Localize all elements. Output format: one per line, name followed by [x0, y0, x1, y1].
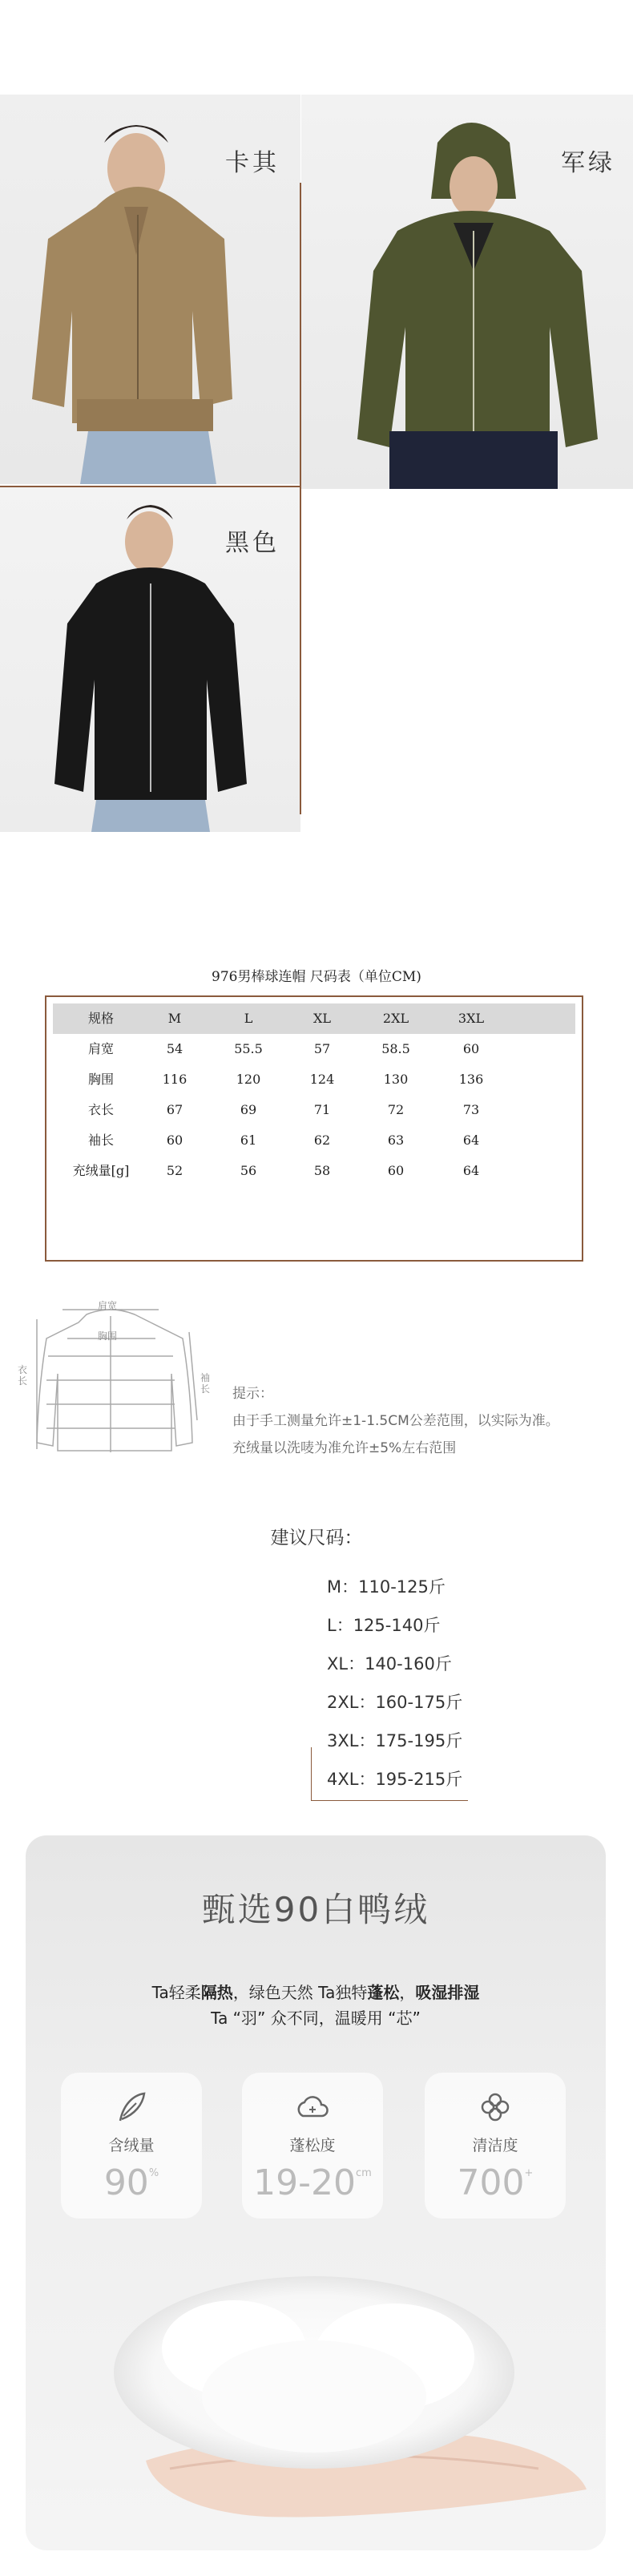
suggestion-item: M：110-125斤 [327, 1577, 446, 1597]
down-highlight-insulation: 隔热 [200, 1983, 233, 2002]
table-cell: 54 [166, 1041, 183, 1056]
feather-icon [112, 2089, 151, 2127]
cloud-icon [293, 2089, 332, 2127]
suggestion-bracket-horizontal [311, 1800, 468, 1801]
down-highlight-fluffy: 蓬松 [367, 1983, 400, 2002]
table-row [53, 1156, 575, 1186]
diagram-label-shoulder: 肩宽 [98, 1300, 118, 1311]
table-header-cell: XL [312, 1011, 331, 1026]
stat-label: 清洁度 [472, 2137, 518, 2154]
stat-unit: cm [356, 2167, 372, 2179]
color-label-black: 黑色 [225, 529, 280, 557]
stat-value [61, 2162, 202, 2203]
table-cell: 衣长 [87, 1102, 114, 1117]
note-title: 提示： [232, 1386, 273, 1402]
model-khaki-photo [0, 95, 300, 484]
table-cell: 52 [166, 1163, 183, 1178]
table-cell: 胸围 [87, 1072, 114, 1087]
table-cell: 69 [240, 1102, 257, 1117]
table-cell: 120 [236, 1072, 261, 1087]
stat-down-content [61, 2073, 202, 2219]
stat-label: 含绒量 [108, 2137, 155, 2154]
clover-icon [476, 2089, 514, 2127]
divider-line-1 [300, 183, 301, 486]
table-header-cell: M [167, 1011, 182, 1026]
color-label-khaki: 卡其 [225, 149, 280, 177]
table-cell: 136 [458, 1072, 484, 1087]
table-row [53, 1064, 575, 1095]
table-cell: 71 [313, 1102, 331, 1117]
stat-value [425, 2162, 566, 2203]
diagram-label-length: 衣长 [18, 1364, 28, 1387]
suggestion-title: 建议尺码： [270, 1528, 363, 1548]
down-subtitle-1 [26, 1980, 606, 2003]
down-highlight-moisture: 吸湿排湿 [415, 1983, 480, 2002]
table-cell: 57 [313, 1041, 331, 1056]
table-header-row [53, 1003, 575, 1034]
note-line-1: 由于手工测量允许±1-1.5CM公差范围，以实际为准。 [232, 1413, 559, 1429]
table-row [53, 1125, 575, 1156]
down-subtitle-part: Ta轻柔 [151, 1983, 201, 2002]
table-header-cell: L [244, 1011, 253, 1026]
stat-unit: + [524, 2167, 534, 2179]
table-cell: 55.5 [234, 1041, 263, 1056]
table-cell: 袖长 [87, 1133, 114, 1148]
table-cell: 130 [383, 1072, 409, 1087]
measurement-diagram [14, 1300, 215, 1460]
model-green-photo [301, 95, 633, 489]
table-row [53, 1095, 575, 1125]
suggestion-item: L：125-140斤 [327, 1616, 441, 1635]
suggestion-item: 2XL：160-175斤 [327, 1693, 463, 1712]
table-cell: 56 [240, 1163, 257, 1178]
down-feature-card [26, 1835, 606, 2550]
table-cell: 58 [313, 1163, 331, 1178]
table-cell: 肩宽 [87, 1041, 114, 1056]
table-header-cell: 3XL [458, 1011, 485, 1026]
stat-number: 19-20 [253, 2162, 357, 2203]
table-cell: 64 [462, 1133, 480, 1148]
table-cell: 62 [313, 1133, 331, 1148]
table-cell: 67 [166, 1102, 183, 1117]
stat-unit: % [148, 2167, 159, 2179]
stat-cleanliness [425, 2073, 566, 2219]
size-table-title: 976男棒球连帽 尺码表（单位CM) [212, 969, 421, 985]
divider-line-2 [0, 486, 300, 487]
down-and-hand-illustration [26, 2212, 606, 2550]
down-subtitle-2: Ta “羽” 众不同，温暖用 “芯” [211, 2009, 421, 2028]
table-cell: 73 [462, 1102, 480, 1117]
table-cell: 72 [387, 1102, 405, 1117]
divider-line-3 [300, 486, 301, 814]
diagram-label-chest: 胸围 [98, 1330, 118, 1342]
table-header-cell: 2XL [382, 1011, 409, 1026]
table-cell: 充绒量[g] [72, 1163, 130, 1178]
table-cell: 60 [166, 1133, 183, 1148]
size-table [45, 995, 583, 1262]
table-cell: 124 [309, 1072, 335, 1087]
stat-label: 蓬松度 [289, 2137, 336, 2154]
stat-value [242, 2162, 383, 2203]
down-subtitle-part: ，绿色天然 Ta独特 [232, 1983, 368, 2002]
suggestion-item: XL：140-160斤 [327, 1654, 452, 1674]
stat-number: 700 [457, 2162, 525, 2203]
table-cell: 60 [387, 1163, 405, 1178]
suggestion-item: 4XL：195-215斤 [327, 1770, 463, 1789]
suggestion-item: 3XL：175-195斤 [327, 1731, 463, 1750]
table-cell: 64 [462, 1163, 480, 1178]
table-row [53, 1034, 575, 1064]
table-cell: 60 [462, 1041, 480, 1056]
model-black-photo [0, 487, 300, 832]
color-label-green: 军绿 [561, 149, 615, 177]
table-cell: 58.5 [381, 1041, 410, 1056]
diagram-label-sleeve: 袖长 [200, 1372, 211, 1395]
down-jacket-outline-icon [14, 1300, 215, 1460]
table-cell: 61 [240, 1133, 257, 1148]
table-header-cell: 规格 [87, 1011, 114, 1026]
note-line-2: 充绒量以洗唛为准允许±5%左右范围 [232, 1440, 457, 1456]
stat-fill-power [242, 2073, 383, 2219]
suggestion-bracket-vertical [311, 1747, 312, 1800]
down-title: 甄选90白鸭绒 [201, 1890, 430, 1929]
table-cell: 116 [162, 1072, 187, 1087]
down-subtitle-part: ， [399, 1983, 416, 2002]
table-cell: 63 [387, 1133, 405, 1148]
stat-number: 90 [103, 2162, 149, 2203]
